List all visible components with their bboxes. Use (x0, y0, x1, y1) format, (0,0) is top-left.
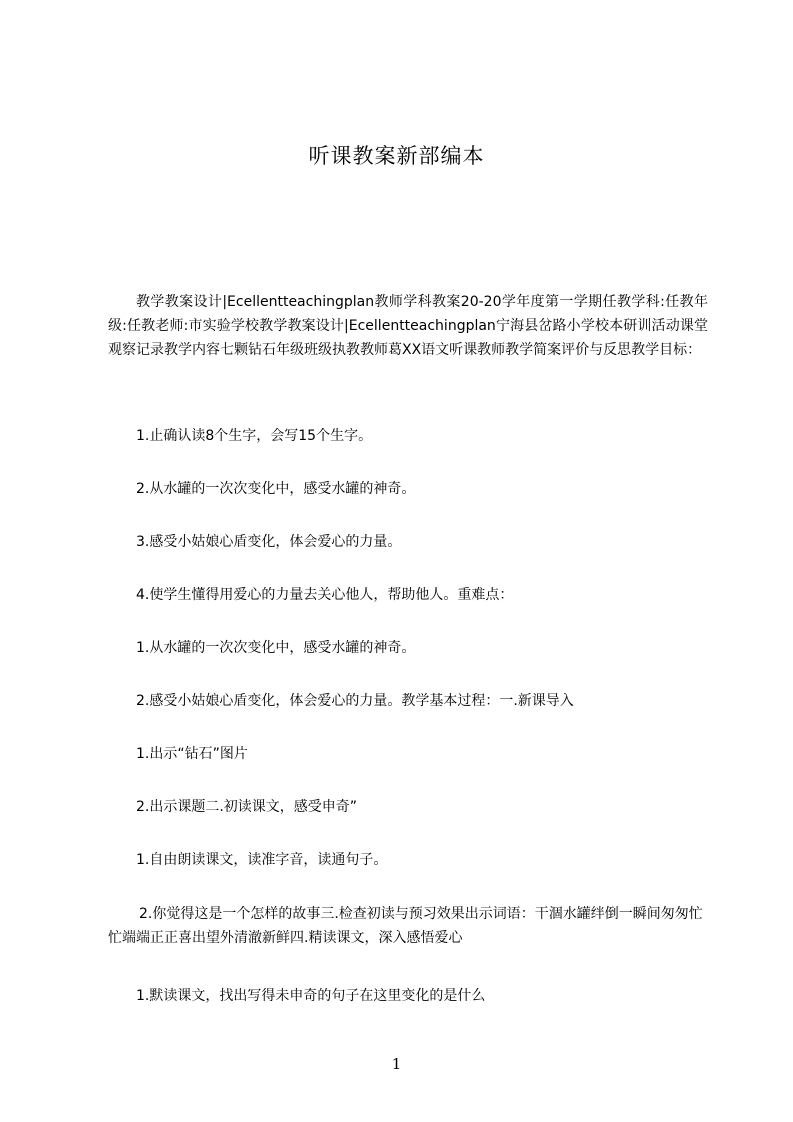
paragraph-reading-step-1: 1.自由朗读课文，读准字音，读通句子。 (136, 852, 388, 868)
document-title: 听课教案新部编本 (308, 144, 485, 168)
paragraph-reading-step-2: 2.你觉得这是一个怎样的故事三.检查初读与预习效果出示词语：干涸水罐绊倒一瞬间匆匆忙忙端端正正喜出望外清澈新鲜四.精读课文，深入感悟爱心 (108, 906, 703, 946)
paragraph-keypoint-2: 2.感受小姑娘心盾变化，体会爱心的力量。教学基本过程：一.新课导入 (136, 693, 574, 709)
paragraph-intro-step-2: 2.出示课题二.初读课文，感受申奇” (136, 799, 358, 815)
intro-paragraph: 教学教案设计|Ecellentteachingplan教师学科教案20-20学年度第一学期任教学科:任教年级:任教老师:市实验学校教学教案设计|Ecellentteachingplan宁海县岔路小学校本研训活动课堂观察记录教学内容七颗钻石年级班级执教教师葛XX语文听课教师教学简案评价与反思教学目标： (108, 294, 708, 358)
paragraph-intro-step-1: 1.出示“钻石”图片 (136, 746, 248, 762)
paragraph-deep-reading-step-1: 1.默读课文，找出写得未申奇的句子在这里变化的是什么 (136, 988, 486, 1004)
paragraph-keypoint-1: 1.从水罐的一次次变化中，感受水罐的神奇。 (136, 640, 416, 656)
paragraph-objective-1: 1.止确认读8个生字，会写15个生字。 (136, 428, 373, 444)
page-number: 1 (391, 1055, 402, 1073)
paragraph-objective-4: 4.使学生懂得用爱心的力量去关心他人，帮助他人。重难点： (136, 587, 514, 603)
paragraph-objective-2: 2.从水罐的一次次变化中，感受水罐的神奇。 (136, 481, 416, 497)
paragraph-objective-3: 3.感受小姑娘心盾变化，体会爱心的力量。 (136, 534, 402, 550)
